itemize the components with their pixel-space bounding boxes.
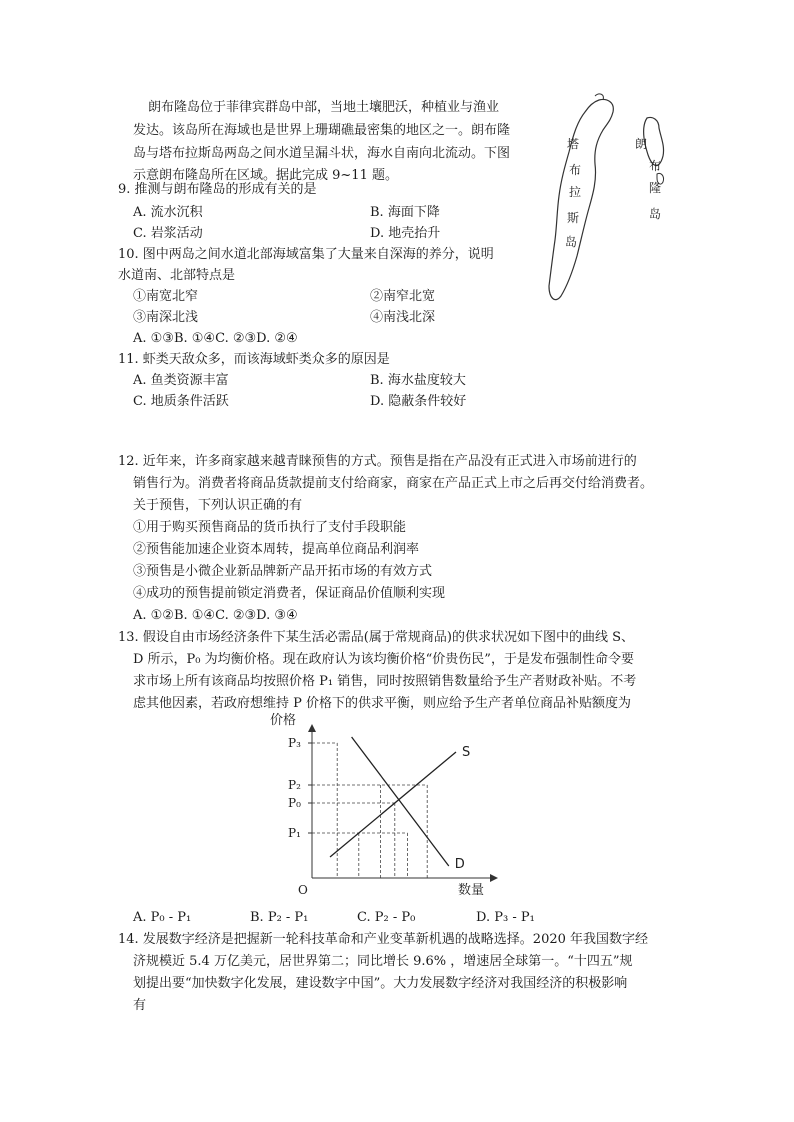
passage-line: 朗布隆岛位于菲律宾群岛中部，当地土壤肥沃，种植业与渔业 (148, 100, 500, 115)
supply-demand-chart (262, 710, 522, 900)
y-tick-label: P₁ (288, 826, 301, 840)
curve-d (352, 737, 449, 866)
question-9-option-c[interactable]: C. 岩浆活动 (133, 226, 203, 241)
question-11-option-c[interactable]: C. 地质条件活跃 (133, 394, 229, 409)
question-12-item: ②预售能加速企业资本周转，提高单位商品利润率 (133, 542, 420, 557)
map-label-tablas-1: 塔 (567, 137, 580, 151)
x-axis-label: 数量 (458, 883, 485, 898)
question-12-item: ③预售是小微企业新品牌新产品开拓市场的有效方式 (133, 564, 433, 579)
question-13-option-b[interactable]: B. P₂ - P₁ (250, 910, 309, 925)
passage-line: 发达。该岛所在海域也是世界上珊瑚礁最密集的地区之一。朗布隆 (133, 123, 511, 138)
passage-line: 岛与塔布拉斯岛两岛之间水道呈漏斗状，海水自南向北流动。下图 (133, 146, 511, 161)
question-10-item: ③南深北浅 (133, 310, 199, 325)
question-12-stem: 关于预售，下列认识正确的有 (133, 498, 303, 513)
question-9-stem: 9. 推测与朗布隆岛的形成有关的是 (118, 182, 317, 197)
question-13-stem: 求市场上所有该商品均按照价格 P₁ 销售，同时按照销售数量给予生产者财政补贴。不考 (133, 674, 637, 689)
question-13-stem: 13. 假设自由市场经济条件下某生活必需品(属于常规商品)的供求状况如下图中的曲线 S、 (118, 630, 634, 645)
question-12-stem: 销售行为。消费者将商品货款提前支付给商家，商家在产品正式上市之后再交付给消费者。 (133, 476, 654, 491)
question-14-stem: 14. 发展数字经济是把握新一轮科技革命和产业变革新机遇的战略选择。2020 年我国数字经 (118, 932, 649, 947)
map-label-romblon-1: 朗 (635, 137, 648, 151)
question-12-item: ④成功的预售提前锁定消费者，保证商品价值顺利实现 (133, 586, 446, 601)
question-9-option-d[interactable]: D. 地壳抬升 (370, 226, 441, 241)
passage-line: 示意朗布隆岛所在区域。据此完成 9~11 题。 (133, 168, 398, 183)
curve-label-d: D (454, 857, 465, 872)
map-label-tablas-5: 岛 (565, 235, 578, 249)
question-13-option-d[interactable]: D. P₃ - P₁ (476, 910, 535, 925)
question-9-option-a[interactable]: A. 流水沉积 (133, 205, 203, 220)
question-10-choices[interactable]: A. ①③B. ①④C. ②③D. ②④ (133, 331, 298, 346)
island-map-figure (537, 90, 687, 310)
question-10-stem: 水道南、北部特点是 (118, 268, 236, 283)
tablas-island-outline (549, 100, 613, 300)
question-10-item: ④南浅北深 (370, 310, 436, 325)
question-12-stem: 12. 近年来，许多商家越来越青睐预售的方式。预售是指在产品没有正式进入市场前进行的 (118, 454, 637, 469)
map-label-romblon-2: 布 (649, 159, 662, 173)
y-tick-label: P₃ (288, 736, 301, 750)
question-13-option-c[interactable]: C. P₂ - P₀ (357, 910, 416, 925)
y-axis-arrow (308, 724, 316, 732)
y-tick-label: P₂ (288, 778, 301, 792)
island-map (537, 90, 687, 310)
question-13-option-a[interactable]: A. P₀ - P₁ (133, 910, 192, 925)
map-label-romblon-4: 岛 (649, 207, 662, 221)
question-13-stem: D 所示，P₀ 为均衡价格。现在政府认为该均衡价格“价贵伤民”，于是发布强制性命令要 (133, 652, 634, 667)
question-11-option-a[interactable]: A. 鱼类资源丰富 (133, 373, 229, 388)
question-14-stem: 济规模近 5.4 万亿美元，居世界第二；同比增长 9.6% ，增速居全球第一。“十四五”规 (133, 954, 633, 969)
curve-label-s: S (462, 745, 471, 760)
question-10-stem: 10. 图中两岛之间水道北部海域富集了大量来自深海的养分，说明 (118, 247, 494, 262)
map-label-romblon-3: 隆 (649, 181, 662, 195)
x-axis-arrow (490, 874, 498, 882)
question-13-stem: 虑其他因素，若政府想维持 P 价格下的供求平衡，则应给予生产者单位商品补贴额度为 (133, 696, 632, 711)
question-11-option-b[interactable]: B. 海水盐度较大 (370, 373, 466, 388)
question-9-option-b[interactable]: B. 海面下降 (370, 205, 440, 220)
map-label-tablas-2: 布 (569, 163, 582, 177)
question-12-choices[interactable]: A. ①②B. ①④C. ②③D. ③④ (133, 608, 298, 623)
y-tick-label: P₀ (288, 796, 301, 810)
question-11-option-d[interactable]: D. 隐蔽条件较好 (370, 394, 467, 409)
question-12-item: ①用于购买预售商品的货币执行了支付手段职能 (133, 520, 407, 535)
map-label-tablas-3: 拉 (569, 185, 582, 199)
question-14-stem: 划提出要“加快数字化发展，建设数字中国”。大力发展数字经济对我国经济的积极影响 (133, 976, 628, 991)
supply-demand-svg (262, 710, 522, 900)
curve-s (330, 752, 456, 857)
y-axis-label: 价格 (270, 713, 297, 728)
origin-label: O (298, 883, 308, 897)
question-10-item: ②南窄北宽 (370, 289, 436, 304)
map-label-tablas-4: 斯 (567, 211, 580, 225)
question-10-item: ①南宽北窄 (133, 289, 199, 304)
question-14-stem: 有 (133, 998, 147, 1013)
question-11-stem: 11. 虾类天敌众多，而该海域虾类众多的原因是 (118, 352, 390, 367)
